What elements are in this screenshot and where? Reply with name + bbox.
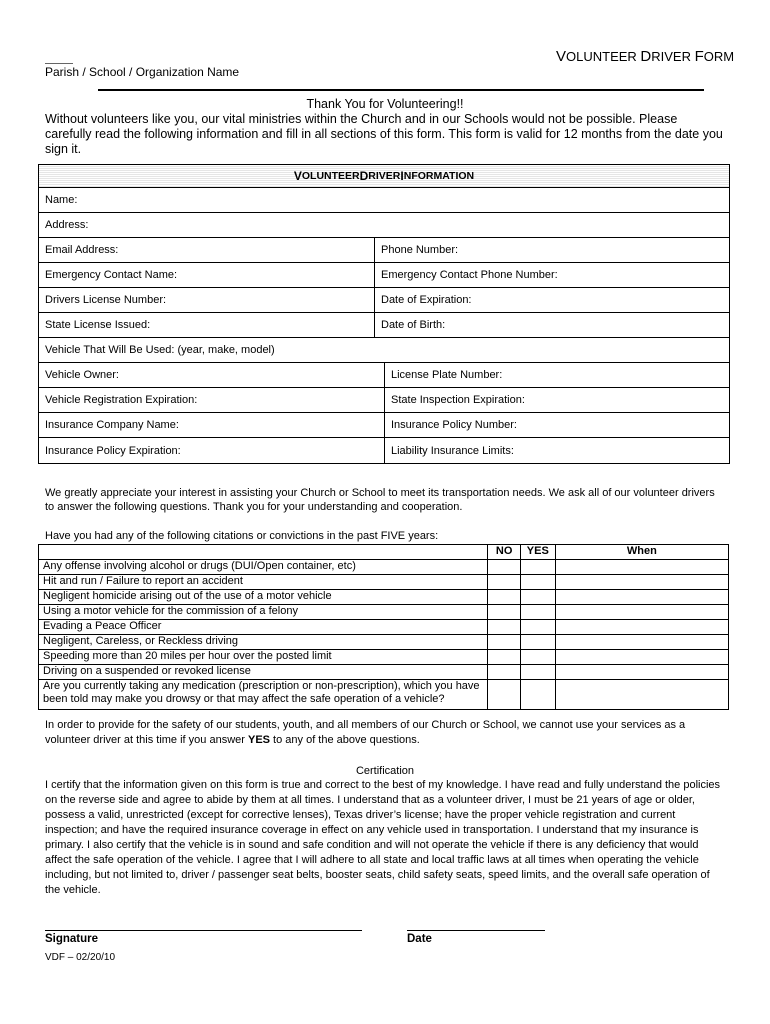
organization-rule [98,89,704,91]
table-row [39,590,729,605]
certification-title: Certification [355,765,415,777]
date-of-birth-field[interactable]: Date of Birth: [381,319,446,331]
yes-checkbox[interactable] [520,680,555,710]
when-field[interactable] [555,575,728,590]
yes-checkbox[interactable] [520,575,555,590]
date-line[interactable] [407,930,545,931]
insurance-company-field[interactable]: Insurance Company Name: [39,413,385,437]
when-field[interactable] [555,560,728,575]
citation-question: Hit and run / Failure to report an accident [39,575,488,590]
no-checkbox[interactable] [488,605,521,620]
form-code: VDF – 02/20/10 [45,952,116,963]
policy-number-field[interactable]: Insurance Policy Number: [391,419,517,431]
vehicle-field[interactable]: Vehicle That Will Be Used: (year, make, model) [45,344,275,356]
no-checkbox[interactable] [488,620,521,635]
yes-checkbox[interactable] [520,635,555,650]
license-expiration-field[interactable]: Date of Expiration: [381,294,472,306]
no-checkbox[interactable] [488,560,521,575]
organization-label: Parish / School / Organization Name [45,65,240,79]
yes-checkbox[interactable] [520,605,555,620]
no-checkbox[interactable] [488,650,521,665]
no-checkbox[interactable] [488,635,521,650]
yes-checkbox[interactable] [520,665,555,680]
citations-table [38,544,729,710]
citation-question: Speeding more than 20 miles per hour over the posted limit [39,650,488,665]
emergency-contact-name-field[interactable]: Emergency Contact Name: [39,263,375,287]
policy-expiration-field[interactable]: Insurance Policy Expiration: [39,438,385,463]
certification-paragraph: I certify that the information given on this form is true and correct to the best of my knowledge. I have read and fully understand the policies on the reverse side and agree to abide by them at all times. I understand that as a volunteer driver, I must be 21 years of age or older, possess a valid, unrestricted (except for corrective lenses), Texas driver’s license; have the proper vehicle registration and current inspection; and have the required insurance coverage in effect on any vehicle used in transportation. I understand that my insurance is primary. I also certify that the vehicle is in sound and safe condition and will not operate the vehicle if there is any deficiency that would affect the safe operation of the vehicle. I agree that I will adhere to all state and local traffic laws at all times when operating the vehicle including, but not limited to, driver / passenger seat belts, booster seats, child safety seats, speed limits, and the overall safe operation of the vehicle. [45,779,721,896]
organization-blank-line[interactable] [45,63,73,64]
registration-expiration-field[interactable]: Vehicle Registration Expiration: [39,388,385,412]
license-number-field[interactable]: Drivers License Number: [39,288,375,312]
table-row [39,560,729,575]
citations-question: Have you had any of the following citations or convictions in the past FIVE years: [45,530,439,542]
table-row [39,665,729,680]
no-column-header: NO [488,545,521,560]
table-row [39,605,729,620]
liability-limits-field[interactable]: Liability Insurance Limits: [391,444,514,457]
citation-question-header [39,545,488,560]
table-row [39,650,729,665]
no-checkbox[interactable] [488,680,521,710]
citation-question: Negligent, Careless, or Reckless driving [39,635,488,650]
no-checkbox[interactable] [488,665,521,680]
yes-checkbox[interactable] [520,620,555,635]
signature-line[interactable] [45,930,362,931]
table-row [39,575,729,590]
table-row [39,680,729,710]
state-issued-field[interactable]: State License Issued: [39,313,375,337]
inspection-expiration-field[interactable]: State Inspection Expiration: [391,394,525,406]
table-row [39,620,729,635]
when-field[interactable] [555,680,728,710]
when-field[interactable] [555,650,728,665]
thanks-heading: Thank You for Volunteering!! [306,97,464,111]
citation-question: Negligent homicide arising out of the use of a motor vehicle [39,590,488,605]
intro-paragraph: Without volunteers like you, our vital ministries within the Church and in our Schools would not be possible. Please carefully read the following information and fill in all sections of this form. This form is valid for 12 months from the date you sign it. [45,112,723,156]
yes-checkbox[interactable] [520,560,555,575]
when-field[interactable] [555,635,728,650]
yes-column-header: YES [520,545,555,560]
when-column-header: When [555,545,728,560]
driver-info-header: V OLUNTEER D RIVER I NFORMATION [39,165,729,188]
signature-label: Signature [45,933,99,945]
email-field[interactable]: Email Address: [39,238,375,262]
driver-info-table [38,164,730,464]
citation-question: Using a motor vehicle for the commission of a felony [39,605,488,620]
emergency-contact-phone-field[interactable]: Emergency Contact Phone Number: [381,269,558,281]
yes-checkbox[interactable] [520,590,555,605]
citation-question: Are you currently taking any medication (prescription or non-prescription), which you have been told may make you drowsy or that may affect the safe operation of a vehicle? [39,680,488,710]
when-field[interactable] [555,665,728,680]
address-field[interactable]: Address: [45,219,89,231]
name-field[interactable]: Name: [45,194,78,206]
when-field[interactable] [555,605,728,620]
appreciation-paragraph: We greatly appreciate your interest in assisting your Church or School to meet its transportation needs. We ask all of our volunteer drivers to answer the following questions. Thank you for your understanding and cooperation. [45,487,715,513]
phone-field[interactable]: Phone Number: [381,244,459,256]
table-row [39,635,729,650]
citation-question: Evading a Peace Officer [39,620,488,635]
citation-question: Any offense involving alcohol or drugs (DUI/Open container, etc) [39,560,488,575]
when-field[interactable] [555,620,728,635]
safety-paragraph: In order to provide for the safety of our students, youth, and all members of our Church or School, we cannot use your services as a volunteer driver at this time if you answer YES to any of the above questions. [45,719,686,746]
vehicle-owner-field[interactable]: Vehicle Owner: [39,363,385,387]
no-checkbox[interactable] [488,575,521,590]
when-field[interactable] [555,590,728,605]
yes-checkbox[interactable] [520,650,555,665]
form-title: VOLUNTEER DRIVER FORM [556,48,735,65]
citation-question: Driving on a suspended or revoked license [39,665,488,680]
license-plate-field[interactable]: License Plate Number: [391,369,503,381]
no-checkbox[interactable] [488,590,521,605]
date-label: Date [407,933,432,945]
